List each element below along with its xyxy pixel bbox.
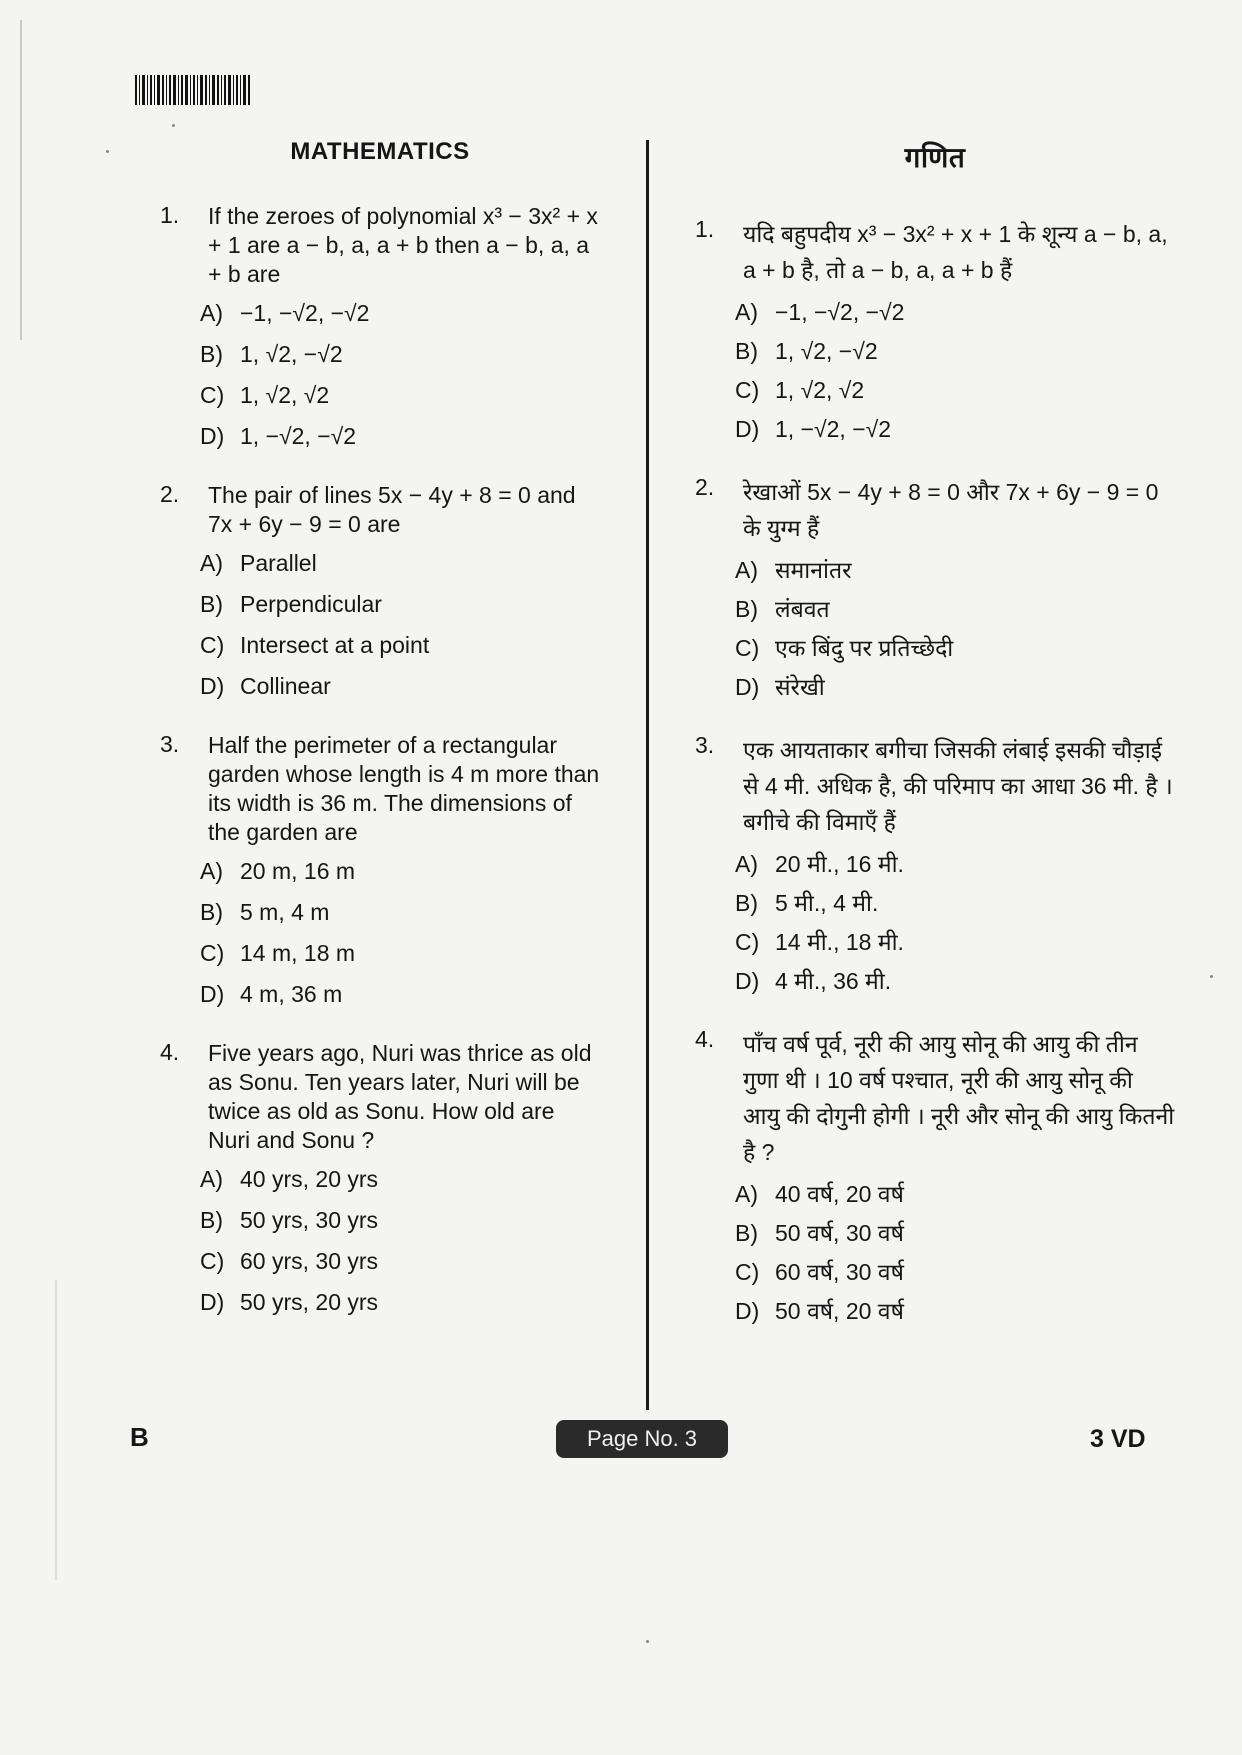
- scan-edge-line: [20, 20, 22, 340]
- question-1: [160, 202, 600, 451]
- option-b: [200, 1206, 600, 1235]
- option-key: D): [200, 1289, 225, 1315]
- option-list: [200, 1165, 600, 1317]
- option-text: 1, √2, √2: [775, 377, 865, 403]
- option-key: A): [735, 1181, 758, 1207]
- option-list: [735, 1180, 1175, 1326]
- option-key: C): [200, 1248, 225, 1274]
- set-code: B: [130, 1422, 149, 1452]
- scan-speck: [106, 150, 109, 153]
- option-a: [735, 850, 1175, 879]
- english-column: [160, 130, 600, 1347]
- option-key: A): [200, 550, 223, 576]
- option-key: B): [200, 591, 223, 617]
- option-list: [200, 299, 600, 451]
- english-title: MATHEMATICS: [290, 138, 470, 165]
- option-text: समानांतर: [775, 557, 852, 583]
- question-number: 1.: [160, 202, 180, 228]
- option-a: [735, 556, 1175, 585]
- question-text: If the zeroes of polynomial x³ − 3x² + x + 1 are a − b, a, a + b then a − b, a, a + b are: [208, 203, 598, 287]
- option-text: 5 m, 4 m: [240, 899, 330, 925]
- option-a: [200, 857, 600, 886]
- option-key: A): [200, 858, 223, 884]
- option-text: 1, √2, √2: [240, 382, 330, 408]
- option-key: C): [735, 1259, 760, 1285]
- question-number: 1.: [695, 216, 715, 242]
- option-key: B): [200, 899, 223, 925]
- question-4: [160, 1039, 600, 1317]
- option-d: [200, 672, 600, 701]
- page-number-badge: Page No. 3: [556, 1420, 728, 1458]
- option-d: [735, 967, 1175, 996]
- option-text: 1, √2, −√2: [775, 338, 878, 364]
- option-key: A): [735, 299, 758, 325]
- question-4: [695, 1026, 1175, 1326]
- option-text: 4 मी., 36 मी.: [775, 968, 892, 994]
- option-text: 1, √2, −√2: [240, 341, 343, 367]
- question-3: [160, 731, 600, 1009]
- option-key: A): [735, 851, 758, 877]
- option-text: Collinear: [240, 673, 331, 699]
- option-key: C): [735, 377, 760, 403]
- option-text: एक बिंदु पर प्रतिच्छेदी: [775, 635, 954, 661]
- option-text: 1, −√2, −√2: [775, 416, 892, 442]
- option-list: [200, 549, 600, 701]
- option-text: 4 m, 36 m: [240, 981, 343, 1007]
- option-c: [735, 928, 1175, 957]
- option-key: A): [200, 1166, 223, 1192]
- question-number: 4.: [695, 1026, 715, 1052]
- option-key: D): [735, 674, 760, 700]
- option-c: [200, 381, 600, 410]
- option-text: संरेखी: [775, 674, 825, 700]
- option-text: 40 yrs, 20 yrs: [240, 1166, 379, 1192]
- question-number: 3.: [695, 732, 715, 758]
- option-text: −1, −√2, −√2: [240, 300, 370, 326]
- question-text: Half the perimeter of a rectangular garden whose length is 4 m more than its width is 36 m. The dimensions of the garden are: [208, 732, 600, 845]
- option-key: A): [200, 300, 223, 326]
- question-text: Five years ago, Nuri was thrice as old as Sonu. Ten years later, Nuri will be twice as old as Sonu. How old are Nuri and Sonu ?: [208, 1040, 592, 1153]
- option-list: [735, 556, 1175, 702]
- option-d: [735, 415, 1175, 444]
- option-key: B): [735, 338, 758, 364]
- option-text: 14 मी., 18 मी.: [775, 929, 904, 955]
- question-3: [695, 732, 1175, 996]
- option-d: [200, 980, 600, 1009]
- option-text: 40 वर्ष, 20 वर्ष: [775, 1181, 904, 1207]
- booklet-code: 3 VD: [1090, 1425, 1146, 1453]
- option-c: [735, 634, 1175, 663]
- option-key: B): [735, 1220, 758, 1246]
- option-b: [735, 889, 1175, 918]
- question-number: 3.: [160, 731, 180, 757]
- option-key: B): [735, 596, 758, 622]
- option-text: 5 मी., 4 मी.: [775, 890, 879, 916]
- option-key: B): [735, 890, 758, 916]
- option-d: [200, 422, 600, 451]
- option-key: A): [735, 557, 758, 583]
- option-key: C): [735, 929, 760, 955]
- option-c: [200, 939, 600, 968]
- question-text: यदि बहुपदीय x³ − 3x² + x + 1 के शून्य a − b, a, a + b है, तो a − b, a, a + b हैं: [743, 221, 1168, 283]
- option-list: [735, 298, 1175, 444]
- option-key: D): [200, 981, 225, 1007]
- option-text: 50 वर्ष, 30 वर्ष: [775, 1220, 904, 1246]
- scan-speck: [646, 1640, 649, 1643]
- option-key: B): [200, 1207, 223, 1233]
- option-key: D): [200, 423, 225, 449]
- column-divider: [646, 140, 649, 1410]
- option-a: [200, 1165, 600, 1194]
- hindi-title: गणित: [904, 142, 966, 173]
- option-b: [735, 1219, 1175, 1248]
- option-a: [200, 549, 600, 578]
- option-b: [735, 337, 1175, 366]
- option-text: Perpendicular: [240, 591, 382, 617]
- question-1: [695, 216, 1175, 444]
- hindi-column: [695, 130, 1175, 1356]
- option-text: −1, −√2, −√2: [775, 299, 905, 325]
- option-key: D): [735, 1298, 760, 1324]
- option-c: [200, 631, 600, 660]
- option-d: [735, 673, 1175, 702]
- scan-edge-line: [55, 1280, 57, 1580]
- option-c: [735, 1258, 1175, 1287]
- option-key: C): [735, 635, 760, 661]
- option-text: लंबवत: [775, 596, 830, 622]
- option-text: 60 वर्ष, 30 वर्ष: [775, 1259, 904, 1285]
- question-number: 2.: [160, 481, 180, 507]
- option-a: [735, 298, 1175, 327]
- option-d: [735, 1297, 1175, 1326]
- question-number: 4.: [160, 1039, 180, 1065]
- question-number: 2.: [695, 474, 715, 500]
- option-b: [200, 898, 600, 927]
- option-text: Intersect at a point: [240, 632, 430, 658]
- scan-speck: [1210, 975, 1213, 978]
- option-text: 50 वर्ष, 20 वर्ष: [775, 1298, 904, 1324]
- question-text: The pair of lines 5x − 4y + 8 = 0 and 7x + 6y − 9 = 0 are: [208, 482, 576, 537]
- question-text: पाँच वर्ष पूर्व, नूरी की आयु सोनू की आयु की तीन गुणा थी । 10 वर्ष पश्चात, नूरी की आयु सोनू की आयु की दोगुनी होगी । नूरी और सोनू की आयु कितनी है ?: [743, 1031, 1175, 1165]
- option-a: [735, 1180, 1175, 1209]
- option-c: [735, 376, 1175, 405]
- option-key: D): [200, 673, 225, 699]
- question-text: एक आयताकार बगीचा जिसकी लंबाई इसकी चौड़ाई से 4 मी. अधिक है, की परिमाप का आधा 36 मी. है । बगीचे की विमाएँ हैं: [743, 737, 1173, 835]
- option-text: 1, −√2, −√2: [240, 423, 357, 449]
- option-text: 50 yrs, 20 yrs: [240, 1289, 379, 1315]
- option-text: Parallel: [240, 550, 317, 576]
- option-key: C): [200, 382, 225, 408]
- option-b: [735, 595, 1175, 624]
- option-text: 20 m, 16 m: [240, 858, 356, 884]
- option-key: D): [735, 416, 760, 442]
- option-key: D): [735, 968, 760, 994]
- option-list: [735, 850, 1175, 996]
- question-text: रेखाओं 5x − 4y + 8 = 0 और 7x + 6y − 9 = 0 के युग्म हैं: [743, 479, 1159, 541]
- option-text: 60 yrs, 30 yrs: [240, 1248, 379, 1274]
- option-c: [200, 1247, 600, 1276]
- question-2: [160, 481, 600, 701]
- scan-speck: [172, 124, 175, 127]
- option-b: [200, 340, 600, 369]
- option-text: 14 m, 18 m: [240, 940, 356, 966]
- option-key: C): [200, 940, 225, 966]
- option-d: [200, 1288, 600, 1317]
- option-text: 20 मी., 16 मी.: [775, 851, 904, 877]
- option-list: [200, 857, 600, 1009]
- option-b: [200, 590, 600, 619]
- option-text: 50 yrs, 30 yrs: [240, 1207, 379, 1233]
- option-key: B): [200, 341, 223, 367]
- option-a: [200, 299, 600, 328]
- option-key: C): [200, 632, 225, 658]
- barcode-icon: [135, 75, 253, 105]
- question-2: [695, 474, 1175, 702]
